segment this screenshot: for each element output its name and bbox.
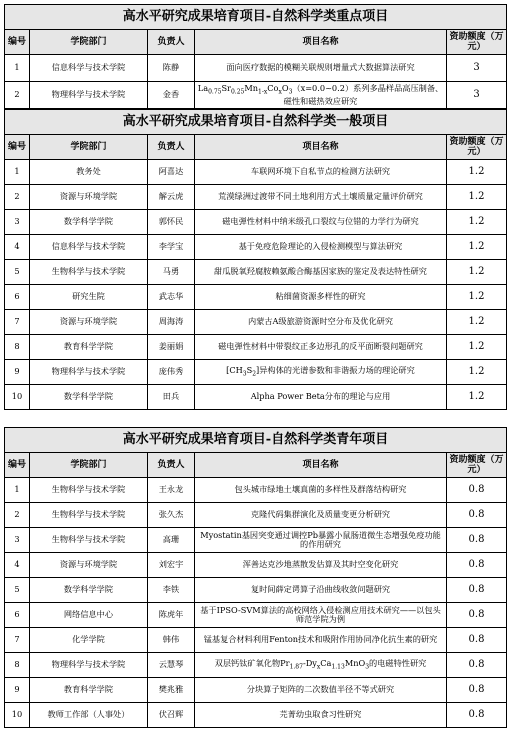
row-fund: 1.2	[447, 235, 507, 260]
row-no: 10	[5, 385, 30, 410]
table-row	[5, 478, 507, 503]
formula-sub: x	[278, 88, 282, 96]
header-leader: 负责人	[148, 30, 195, 55]
formula-sub: 0.25	[230, 88, 245, 96]
row-no: 3	[5, 210, 30, 235]
table-row	[5, 82, 507, 109]
row-no: 5	[5, 578, 30, 603]
row-no: 2	[5, 185, 30, 210]
table-row	[5, 235, 507, 260]
section-key-projects	[4, 4, 507, 109]
formula-sub: 0.75	[208, 88, 222, 96]
row-project: 磁电弹性材料中带裂纹正多边形孔的反平面断裂问题研究	[195, 335, 447, 360]
row-leader: 周海涛	[148, 310, 195, 335]
row-dept: 教育科学学院	[30, 678, 148, 703]
row-project: 内蒙古A级旅游资源时空分布及优化研究	[195, 310, 447, 335]
header-fund: 资助额度（万元）	[447, 135, 507, 160]
section-youth-projects	[4, 427, 507, 728]
row-fund: 1.2	[447, 185, 507, 210]
row-project: Myostatin基因突变通过调控Pb暴露小鼠肠道微生态增强免疫功能的作用研究	[195, 528, 447, 553]
formula-sub: 2	[252, 370, 257, 378]
row-fund: 1.2	[447, 310, 507, 335]
formula-part: La	[197, 83, 209, 94]
header-leader: 负责人	[148, 135, 195, 160]
row-leader: 陈虎年	[148, 603, 195, 628]
table-row	[5, 360, 507, 385]
table-row	[5, 185, 507, 210]
row-no: 5	[5, 260, 30, 285]
row-dept: 物理科学与技术学院	[30, 653, 148, 678]
row-no: 9	[5, 678, 30, 703]
row-leader: 李铁	[148, 578, 195, 603]
row-leader: 陈静	[148, 55, 195, 82]
row-no: 8	[5, 653, 30, 678]
row-leader: 云慧琴	[148, 653, 195, 678]
row-no: 2	[5, 503, 30, 528]
row-dept: 教育科学学院	[30, 335, 148, 360]
row-no: 6	[5, 285, 30, 310]
formula-part: Mn	[244, 83, 259, 94]
section-title: 高水平研究成果培育项目-自然科学类青年项目	[5, 428, 507, 453]
row-leader: 高珊	[148, 528, 195, 553]
formula-sub: x	[316, 663, 321, 671]
table-row	[5, 335, 507, 360]
header-leader: 负责人	[148, 453, 195, 478]
row-no: 7	[5, 310, 30, 335]
document	[4, 4, 506, 728]
row-leader: 马勇	[148, 260, 195, 285]
formula-sub: 3	[365, 663, 370, 671]
table-row	[5, 160, 507, 185]
header-project: 项目名称	[195, 30, 447, 55]
formula-part: 双层钙钛矿氧化物Pr	[214, 657, 290, 668]
row-dept: 生物科学与技术学院	[30, 528, 148, 553]
row-leader: 解云虎	[148, 185, 195, 210]
row-project: 芫菁幼虫取食习性研究	[195, 703, 447, 728]
row-leader: 张久杰	[148, 503, 195, 528]
row-fund: 0.8	[447, 653, 507, 678]
row-fund: 0.8	[447, 703, 507, 728]
row-no: 7	[5, 628, 30, 653]
table-row	[5, 55, 507, 82]
formula-part: Ca	[320, 657, 332, 668]
formula-part: （x=0.0~0.2）系列多晶样品高压制备、磁性和磁热效应研究	[283, 83, 444, 106]
row-fund: 0.8	[447, 628, 507, 653]
row-dept: 教务处	[30, 160, 148, 185]
table-row	[5, 703, 507, 728]
table-row	[5, 553, 507, 578]
row-fund: 3	[447, 82, 507, 109]
table-row	[5, 310, 507, 335]
row-project: 包头城市绿地土壤真菌的多样性及群落结构研究	[195, 478, 447, 503]
formula-part: -Dy	[302, 657, 317, 668]
header-project: 项目名称	[195, 453, 447, 478]
row-project: 荒漠绿洲过渡带不同土地利用方式土壤质量定量评价研究	[195, 185, 447, 210]
header-row	[5, 135, 507, 160]
row-dept: 物理科学与技术学院	[30, 360, 148, 385]
row-project: 分块算子矩阵的二次数值半径不等式研究	[195, 678, 447, 703]
row-fund: 1.2	[447, 285, 507, 310]
formula-part: 的电磁特性研究	[369, 657, 427, 668]
row-no: 8	[5, 335, 30, 360]
row-fund: 0.8	[447, 478, 507, 503]
formula-part: S	[246, 364, 253, 375]
row-fund: 1.2	[447, 335, 507, 360]
header-row	[5, 453, 507, 478]
row-no: 10	[5, 703, 30, 728]
row-project: 面向医疗数据的模糊关联规则增量式大数据算法研究	[195, 55, 447, 82]
table-row	[5, 628, 507, 653]
row-no: 4	[5, 553, 30, 578]
row-dept: 信息科学与技术学院	[30, 55, 148, 82]
row-no: 9	[5, 360, 30, 385]
row-project: 基于IPSO-SVM算法的高校网络入侵检测应用技术研究——以包头师范学院为例	[195, 603, 447, 628]
row-dept: 信息科学与技术学院	[30, 235, 148, 260]
row-no: 1	[5, 55, 30, 82]
row-dept: 生物科学与技术学院	[30, 260, 148, 285]
row-dept: 资源与环境学院	[30, 185, 148, 210]
row-project	[195, 360, 447, 385]
row-project: Alpha Power Beta分布的理论与应用	[195, 385, 447, 410]
row-leader: 金香	[148, 82, 195, 109]
table-row	[5, 285, 507, 310]
row-fund: 1.2	[447, 385, 507, 410]
row-fund: 0.8	[447, 503, 507, 528]
formula-part: MnO	[344, 657, 366, 668]
formula-sub: 1-x	[258, 88, 268, 96]
header-fund: 资助额度（万元）	[447, 453, 507, 478]
row-fund: 1.2	[447, 210, 507, 235]
row-project: 克隆代码集群演化及质量变更分析研究	[195, 503, 447, 528]
header-no: 编号	[5, 135, 30, 160]
row-project: 车联网环境下自私节点的检测方法研究	[195, 160, 447, 185]
row-leader: 李学宝	[148, 235, 195, 260]
row-dept: 生物科学与技术学院	[30, 478, 148, 503]
formula-part: Sr	[221, 83, 231, 94]
row-dept: 数学科学学院	[30, 210, 148, 235]
header-project: 项目名称	[195, 135, 447, 160]
row-leader: 刘宏宇	[148, 553, 195, 578]
formula-sub: 1.87	[289, 663, 303, 671]
row-leader: 姜丽娟	[148, 335, 195, 360]
row-leader: 阿喜达	[148, 160, 195, 185]
table-row	[5, 578, 507, 603]
header-no: 编号	[5, 30, 30, 55]
table-row	[5, 260, 507, 285]
row-leader: 樊兆雅	[148, 678, 195, 703]
formula-part: ]异构体的光谱参数和非谐振力场的理论研究	[256, 364, 415, 375]
row-leader: 王永龙	[148, 478, 195, 503]
row-no: 4	[5, 235, 30, 260]
formula-part: O	[281, 83, 289, 94]
formula-sub: 3	[242, 370, 247, 378]
row-project	[195, 82, 447, 109]
row-fund: 0.8	[447, 603, 507, 628]
row-leader: 韩伟	[148, 628, 195, 653]
table-row	[5, 528, 507, 553]
table-row	[5, 678, 507, 703]
section-general-projects	[4, 109, 507, 427]
row-project	[195, 653, 447, 678]
row-fund: 1.2	[447, 160, 507, 185]
row-no: 3	[5, 528, 30, 553]
row-dept: 化学学院	[30, 628, 148, 653]
row-dept: 网络信息中心	[30, 603, 148, 628]
row-leader: 田兵	[148, 385, 195, 410]
row-fund: 0.8	[447, 528, 507, 553]
header-no: 编号	[5, 453, 30, 478]
formula-sub: 1.13	[331, 663, 345, 671]
row-no: 6	[5, 603, 30, 628]
row-leader: 伏召辉	[148, 703, 195, 728]
row-dept: 数学科学学院	[30, 578, 148, 603]
row-leader: 武志华	[148, 285, 195, 310]
section-title: 高水平研究成果培育项目-自然科学类一般项目	[5, 110, 507, 135]
row-no: 1	[5, 160, 30, 185]
row-leader: 郭怀民	[148, 210, 195, 235]
header-dept: 学院部门	[30, 30, 148, 55]
table-row	[5, 653, 507, 678]
row-fund: 1.2	[447, 360, 507, 385]
row-fund: 3	[447, 55, 507, 82]
row-dept: 生物科学与技术学院	[30, 503, 148, 528]
row-project: 甜瓜脱氧羟腐胺赖氨酸合酶基因家族的鉴定及表达特性研究	[195, 260, 447, 285]
formula-part: [CH	[226, 364, 243, 375]
row-no: 2	[5, 82, 30, 109]
header-row	[5, 30, 507, 55]
row-fund: 0.8	[447, 578, 507, 603]
row-leader: 庞伟秀	[148, 360, 195, 385]
row-dept: 物理科学与技术学院	[30, 82, 148, 109]
row-fund: 0.8	[447, 678, 507, 703]
row-project: 复时间薛定谔算子沿曲线收敛问题研究	[195, 578, 447, 603]
row-fund: 0.8	[447, 553, 507, 578]
row-dept: 研究生院	[30, 285, 148, 310]
row-project: 锰基复合材料利用Fenton技术和吸附作用协同净化抗生素的研究	[195, 628, 447, 653]
formula-sub: 3	[288, 88, 293, 96]
formula-part: Co	[267, 83, 279, 94]
table-row	[5, 603, 507, 628]
row-dept: 数学科学学院	[30, 385, 148, 410]
row-project: 磁电弹性材料中纳米级孔口裂纹与位错的力学行为研究	[195, 210, 447, 235]
table-row	[5, 503, 507, 528]
row-dept: 教师工作部（人事处）	[30, 703, 148, 728]
table-row	[5, 210, 507, 235]
row-project: 粘细菌资源多样性的研究	[195, 285, 447, 310]
header-dept: 学院部门	[30, 135, 148, 160]
spacer-row	[5, 410, 507, 428]
section-title: 高水平研究成果培育项目-自然科学类重点项目	[5, 5, 507, 30]
row-dept: 资源与环境学院	[30, 310, 148, 335]
header-dept: 学院部门	[30, 453, 148, 478]
row-dept: 资源与环境学院	[30, 553, 148, 578]
table-row	[5, 385, 507, 410]
header-fund: 资助额度（万元）	[447, 30, 507, 55]
row-no: 1	[5, 478, 30, 503]
row-project: 基于免疫危险理论的入侵检测模型与算法研究	[195, 235, 447, 260]
row-project: 浑善达克沙地蒸散发估算及其时空变化研究	[195, 553, 447, 578]
row-fund: 1.2	[447, 260, 507, 285]
